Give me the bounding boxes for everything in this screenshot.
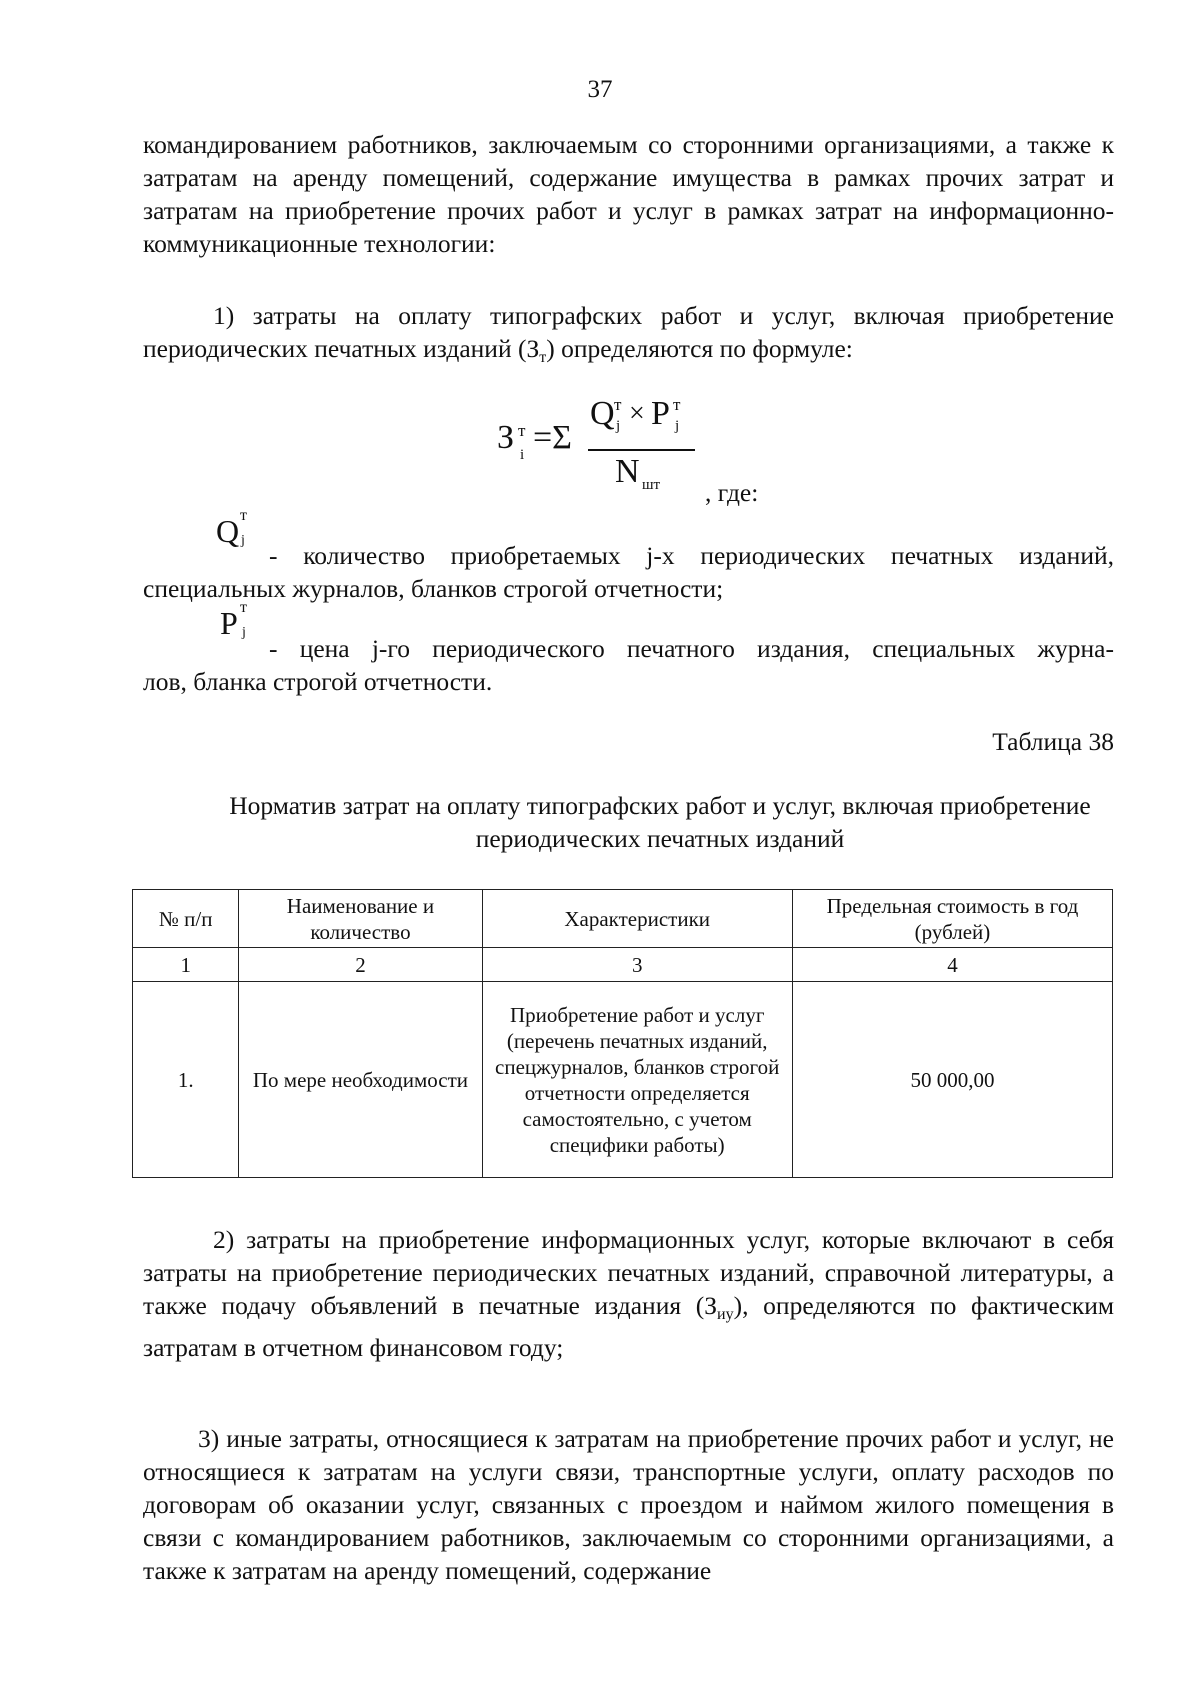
def-q-sub: j — [241, 533, 245, 548]
item2-paragraph — [143, 1223, 1114, 1364]
header-cell-number: № п/п — [133, 890, 239, 948]
item1-text-before: 1) затраты на оплату типографских работ и услуг, включая приобретение периодических печатных изданий (З — [143, 301, 1114, 363]
table-row — [133, 982, 1113, 1178]
definition-p-line1: - цена j-го периодического печатного издания, специальных журна- — [269, 634, 1114, 663]
header-cell-max-cost: Предельная стоимость в год (рублей) — [792, 890, 1112, 948]
item3-paragraph: 3) иные затраты, относящиеся к затратам на приобретение прочих работ и услуг, не относящиеся к затратам на услуги связи, транспортные услуги, оплату расходов по договорам об оказании услуг, связанных с проездом и наймом жилого помещения в связи с командированием работников, заключаемым со сторонними организациями, а также к затратам на аренду помещений, содержание — [143, 1424, 1114, 1585]
row-name-cell: По мере необходимости — [239, 982, 482, 1178]
item2-subscript: иу — [717, 1306, 734, 1323]
header-cell-name: Наименование и количество — [239, 890, 482, 948]
def-q-sup: т — [240, 507, 247, 524]
item2-text-after: ), определяются по фактическим затратам в отчетном финансовом году; — [143, 1291, 1114, 1362]
definition-p-line2: лов, бланка строгой отчетности. — [143, 667, 493, 696]
page-number: 37 — [587, 76, 613, 103]
def-p-sub: j — [242, 625, 246, 640]
intro-paragraph: командированием работников, заключаемым со сторонними организациями, а также к затратам на аренду помещений, содержание имущества в рамках прочих затрат и затратам на приобретение прочих работ и услуг в рамках затрат на информационно-коммуникационные технологии: — [143, 130, 1114, 258]
formula-num-q: Q — [590, 395, 615, 432]
index-cell: 2 — [239, 948, 482, 982]
definition-q-line2: специальных журналов, бланков строгой отчетности; — [143, 574, 724, 603]
formula-num-p-sub: j — [675, 418, 680, 434]
def-q-letter: Q — [216, 513, 240, 549]
index-cell: 3 — [482, 948, 792, 982]
formula-lhs: З — [497, 419, 515, 456]
definition-q-symbol — [216, 507, 247, 550]
formula-lhs-sub: i — [520, 447, 525, 463]
item2-text-before: 2) затраты на приобретение информационных услуг, которые включают в себя затраты на приобретение периодических печатных изданий, справочной литературы, а также подачу объявлений в печатные издания (З — [143, 1225, 1114, 1320]
def-p-sup: т — [240, 599, 247, 616]
definition-q-line1: - количество приобретаемых j-х периодических печатных изданий, — [269, 541, 1114, 570]
formula-num-q-sub: j — [616, 418, 621, 434]
item1-paragraph — [143, 299, 1114, 374]
formula-num-p-sup: т — [673, 395, 681, 414]
def-p-letter: P — [220, 605, 238, 641]
index-cell: 1 — [133, 948, 239, 982]
formula-equals-sum: =Σ — [533, 419, 572, 456]
row-characteristics-cell: Приобретение работ и услуг (перечень печатных изданий, спецжурналов, бланков строгой отчетности определяется самостоятельно, с учетом специфики работы) — [482, 982, 792, 1178]
fraction-line — [588, 449, 695, 451]
header-cell-characteristics: Характеристики — [482, 890, 792, 948]
table-label: Таблица 38 — [992, 727, 1114, 756]
table-title: Норматив затрат на оплату типографских работ и услуг, включая приобретение периодических печатных изданий — [229, 791, 1091, 853]
item1-subscript: т — [539, 349, 547, 366]
table-header-row — [133, 890, 1113, 948]
index-cell: 4 — [792, 948, 1112, 982]
row-cost-cell: 50 000,00 — [792, 982, 1112, 1178]
formula-den-sub: шт — [642, 477, 661, 493]
formula-den-n: N — [615, 453, 640, 490]
row-number-cell: 1. — [133, 982, 239, 1178]
norm-table — [132, 889, 1113, 1178]
item1-text-after: ) определяются по формуле: — [546, 334, 853, 363]
definition-p-symbol — [220, 599, 247, 642]
formula-lhs-sup: т — [518, 421, 526, 440]
formula-where: , где: — [705, 478, 759, 507]
formula-num-p: P — [651, 395, 670, 432]
table-index-row — [133, 948, 1113, 982]
formula-num-q-sup: т — [614, 395, 622, 414]
formula-times: × — [629, 398, 645, 429]
